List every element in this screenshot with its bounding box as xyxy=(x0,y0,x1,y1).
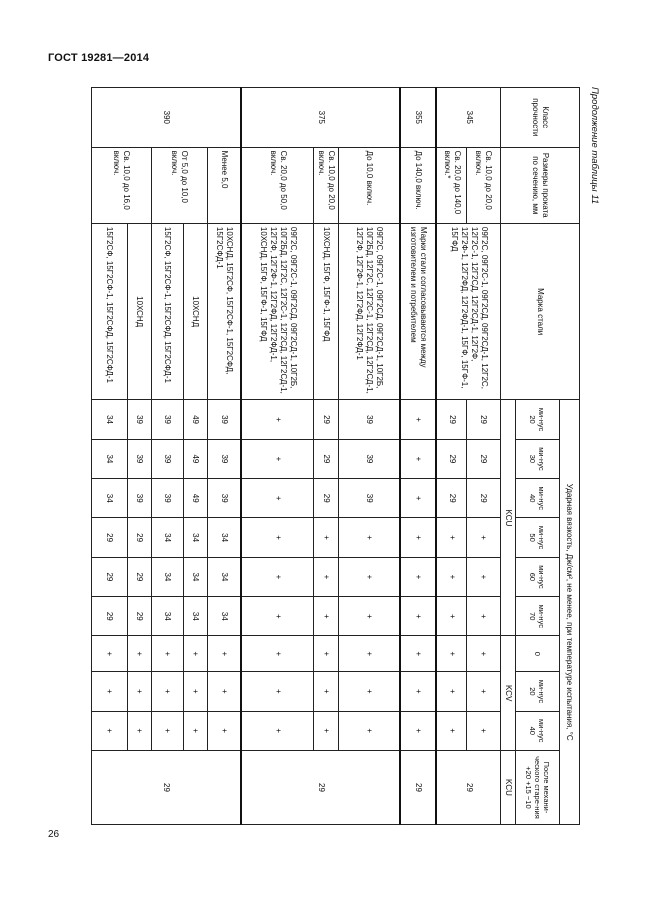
value-cell: + xyxy=(467,557,501,596)
class-cell: 375 xyxy=(242,88,401,148)
col-header-t-minus20: ми-нус 20 xyxy=(516,400,560,439)
col-header-t-zero: 0 xyxy=(516,636,560,672)
value-cell: + xyxy=(401,557,437,596)
value-cell: + xyxy=(242,557,314,596)
value-cell: 39 xyxy=(152,439,184,478)
value-cell: 29 xyxy=(92,557,128,596)
col-header-t-minus40: ми-нус 40 xyxy=(516,479,560,518)
value-cell: 34 xyxy=(152,597,184,636)
size-cell: Менее 5,0 xyxy=(208,147,242,223)
value-cell: + xyxy=(339,518,401,557)
value-cell: 39 xyxy=(339,400,401,439)
value-cell: + xyxy=(401,439,437,478)
value-cell: 49 xyxy=(184,400,208,439)
value-cell: + xyxy=(401,597,437,636)
value-cell: 39 xyxy=(128,439,152,478)
value-cell: + xyxy=(467,672,501,711)
value-cell: 39 xyxy=(208,479,242,518)
value-cell: + xyxy=(339,636,401,672)
aging-cell: 29 xyxy=(401,750,437,824)
value-cell: 29 xyxy=(128,518,152,557)
impact-table xyxy=(91,87,580,825)
class-cell: 345 xyxy=(437,88,501,148)
grade-cell: 10ХСНД, 15Г2СФ, 15Г2СФ-1, 15Г2СФД, 15Г2СФД-1 xyxy=(208,223,242,399)
value-cell: 39 xyxy=(339,479,401,518)
value-cell: + xyxy=(128,672,152,711)
value-cell: 34 xyxy=(208,518,242,557)
value-cell: + xyxy=(339,557,401,596)
value-cell: 39 xyxy=(152,400,184,439)
value-cell: 34 xyxy=(184,557,208,596)
value-cell: + xyxy=(467,518,501,557)
value-cell: + xyxy=(467,711,501,750)
size-cell: Св. 10,0 до 20,0 включ. xyxy=(314,147,339,223)
value-cell: + xyxy=(437,636,467,672)
value-cell: + xyxy=(128,711,152,750)
value-cell: + xyxy=(401,636,437,672)
value-cell: 29 xyxy=(92,518,128,557)
col-header-aging: После механи-ческого старе-ния +20 +15 −10 xyxy=(516,750,560,824)
value-cell: 39 xyxy=(208,400,242,439)
size-cell: Св. 10,0 до 16,0 включ. xyxy=(92,147,152,223)
col-header-impact: Ударная вязкость, Дж/см², не менее, при температуре испытания, °С xyxy=(560,400,580,825)
value-cell: 34 xyxy=(208,557,242,596)
value-cell: 29 xyxy=(437,479,467,518)
value-cell: + xyxy=(152,636,184,672)
class-cell: 355 xyxy=(401,88,437,148)
aging-cell: 29 xyxy=(92,750,242,824)
col-header-t-minus40-kcv: ми-нус 40 xyxy=(516,711,560,750)
col-header-t-minus30: ми-нус 30 xyxy=(516,439,560,478)
value-cell: 29 xyxy=(467,400,501,439)
col-header-t-minus50: ми-нус 50 xyxy=(516,518,560,557)
grade-cell: 10ХСНД xyxy=(184,223,208,399)
value-cell: 39 xyxy=(152,479,184,518)
value-cell: + xyxy=(92,636,128,672)
table-continuation-caption: Продолжение таблицы 11 xyxy=(589,87,600,205)
value-cell: 29 xyxy=(437,439,467,478)
value-cell: + xyxy=(208,636,242,672)
value-cell: 34 xyxy=(184,597,208,636)
col-header-kcu-aging: KCU xyxy=(501,750,516,824)
document-header: ГОСТ 19281—2014 xyxy=(48,52,150,64)
value-cell: 29 xyxy=(128,557,152,596)
value-cell: + xyxy=(242,597,314,636)
grade-cell: 15Г2СФ, 15Г2СФ-1, 15Г2СФД, 15Г2СФД-1 xyxy=(92,223,128,399)
size-cell: Св. 10,0 до 20,0 включ. xyxy=(467,147,501,223)
rotated-table-wrapper xyxy=(80,87,600,825)
value-cell: 34 xyxy=(208,597,242,636)
col-header-t-minus20-kcv: ми-нус 20 xyxy=(516,672,560,711)
col-header-t-minus60: ми-нус 60 xyxy=(516,557,560,596)
value-cell: 34 xyxy=(152,557,184,596)
value-cell: 29 xyxy=(467,439,501,478)
value-cell: 29 xyxy=(314,479,339,518)
value-cell: + xyxy=(242,439,314,478)
value-cell: + xyxy=(339,711,401,750)
aging-cell: 29 xyxy=(242,750,401,824)
grade-cell: Марки стали согласовываются между изготовителем и потребителем xyxy=(401,223,437,399)
value-cell: + xyxy=(152,711,184,750)
value-cell: + xyxy=(401,479,437,518)
value-cell: + xyxy=(242,518,314,557)
value-cell: + xyxy=(242,672,314,711)
value-cell: + xyxy=(339,672,401,711)
size-cell: От 5,0 до 10,0 включ. xyxy=(152,147,208,223)
value-cell: + xyxy=(339,597,401,636)
value-cell: 34 xyxy=(92,400,128,439)
col-header-size: Размеры проката по сечению, мм xyxy=(501,147,580,223)
value-cell: + xyxy=(152,672,184,711)
size-cell: До 10,0 включ. xyxy=(339,147,401,223)
grade-cell: 09Г2С, 09Г2С-1, 09Г2СД, 09Г2СД-1, 12Г2С, 12Г2С-1, 12Г2СД, 12Г2СД-1, 12Г2Ф, 12Г2Ф-1, 12Г2ФД, 12Г2ФД-1, 15ГФ, 15ГФ-1, 15ГФД xyxy=(437,223,501,399)
value-cell: 29 xyxy=(314,400,339,439)
value-cell: + xyxy=(208,672,242,711)
value-cell: + xyxy=(401,711,437,750)
value-cell: + xyxy=(437,711,467,750)
value-cell: 39 xyxy=(339,439,401,478)
value-cell: + xyxy=(242,711,314,750)
value-cell: + xyxy=(314,711,339,750)
value-cell: + xyxy=(314,597,339,636)
value-cell: + xyxy=(184,636,208,672)
value-cell: + xyxy=(184,711,208,750)
value-cell: + xyxy=(314,636,339,672)
page-number: 26 xyxy=(48,829,60,840)
value-cell: + xyxy=(437,597,467,636)
value-cell: 34 xyxy=(92,439,128,478)
value-cell: + xyxy=(242,400,314,439)
value-cell: + xyxy=(314,672,339,711)
value-cell: + xyxy=(128,636,152,672)
grade-cell: 09Г2С, 09Г2С-1, 09Г2СД, 09Г2СД-1, 10Г2Б, 10Г2БД, 12Г2С, 12Г2С-1, 12Г2СД, 12Г2СД-1, 12Г2Ф, 12Г2Ф-1, 12Г2ФД, 12Г2ФД-1, 10ХСНД, 15ГФ, 15ГФ-1, 15ГФД xyxy=(242,223,314,399)
size-cell: До 140,0 включ. xyxy=(401,147,437,223)
value-cell: + xyxy=(467,597,501,636)
value-cell: 29 xyxy=(92,597,128,636)
value-cell: 34 xyxy=(152,518,184,557)
value-cell: + xyxy=(92,711,128,750)
col-header-grade: Марка стали xyxy=(501,223,580,399)
value-cell: 29 xyxy=(467,479,501,518)
grade-cell: 10ХСНД xyxy=(128,223,152,399)
class-cell: 390 xyxy=(92,88,242,148)
col-header-t-minus70: ми-нус 70 xyxy=(516,597,560,636)
value-cell: 49 xyxy=(184,439,208,478)
value-cell: + xyxy=(437,672,467,711)
size-cell: Св. 20,0 до 50,0 включ. xyxy=(242,147,314,223)
value-cell: 39 xyxy=(128,400,152,439)
aging-cell: 29 xyxy=(437,750,501,824)
value-cell: + xyxy=(401,672,437,711)
value-cell: + xyxy=(242,636,314,672)
value-cell: 39 xyxy=(208,439,242,478)
value-cell: + xyxy=(314,557,339,596)
grade-cell: 09Г2С, 09Г2С-1, 09Г2СД, 09Г2СД-1, 10Г2Б, 10Г2БД, 12Г2С, 12Г2С-1, 12Г2СД, 12Г2СД-1, 12Г2Ф, 12Г2Ф-1, 12Г2ФД, 12Г2ФД-1 xyxy=(339,223,401,399)
grade-cell: 10ХСНД, 15ГФ, 15ГФ-1, 15ГФД xyxy=(314,223,339,399)
value-cell: 29 xyxy=(437,400,467,439)
grade-cell: 15Г2СФ, 15Г2СФ-1, 15Г2СФД, 15Г2СФД-1 xyxy=(152,223,184,399)
col-header-class: Класс прочности xyxy=(501,88,580,148)
value-cell: + xyxy=(401,518,437,557)
size-cell: Св. 20,0 до 140,0 включ.* xyxy=(437,147,467,223)
col-header-kcu: KCU xyxy=(501,400,516,636)
value-cell: + xyxy=(208,711,242,750)
value-cell: + xyxy=(184,672,208,711)
value-cell: + xyxy=(92,672,128,711)
value-cell: 29 xyxy=(314,439,339,478)
value-cell: 34 xyxy=(184,518,208,557)
value-cell: + xyxy=(242,479,314,518)
value-cell: 49 xyxy=(184,479,208,518)
value-cell: + xyxy=(401,400,437,439)
value-cell: + xyxy=(437,557,467,596)
value-cell: + xyxy=(314,518,339,557)
value-cell: 39 xyxy=(128,479,152,518)
value-cell: 34 xyxy=(92,479,128,518)
value-cell: 29 xyxy=(128,597,152,636)
value-cell: + xyxy=(437,518,467,557)
col-header-kcv: KCV xyxy=(501,636,516,750)
value-cell: + xyxy=(467,636,501,672)
